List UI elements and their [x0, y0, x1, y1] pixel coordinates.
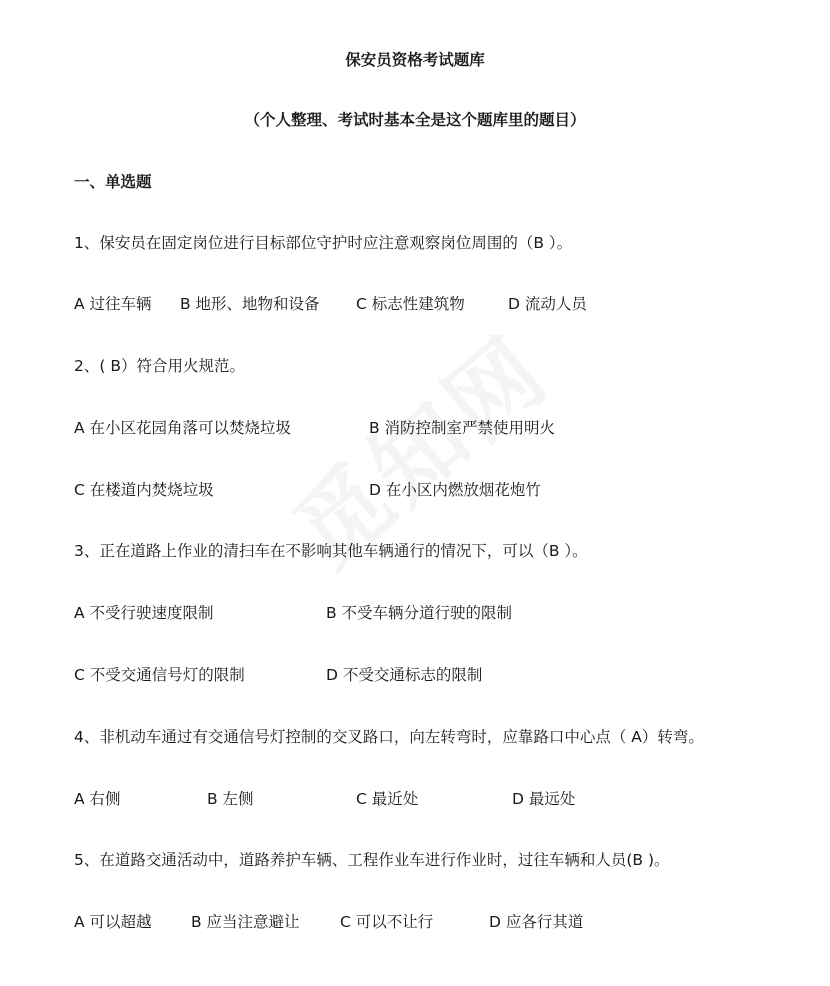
question-4-option-c: C 最近处 [356, 790, 419, 808]
document-subtitle: （个人整理、考试时基本全是这个题库里的题目） [244, 111, 586, 129]
section-heading: 一、单选题 [74, 173, 152, 191]
document-title: 保安员资格考试题库 [345, 51, 485, 69]
question-1-option-b: B 地形、地物和设备 [180, 295, 320, 313]
question-1-option-c: C 标志性建筑物 [356, 295, 465, 313]
question-5-option-c: C 可以不让行 [340, 913, 434, 931]
question-2-option-c: C 在楼道内焚烧垃圾 [74, 481, 214, 499]
question-2-option-a: A 在小区花园角落可以焚烧垃圾 [74, 419, 292, 437]
question-2-option-b: B 消防控制室严禁使用明火 [369, 419, 556, 437]
question-2: 2、( B）符合用火规范。 [74, 357, 245, 375]
question-5: 5、在道路交通活动中，道路养护车辆、工程作业车进行作业时，过往车辆和人员(B )。 [74, 851, 670, 869]
question-5-option-a: A 可以超越 [74, 913, 152, 931]
question-3-option-a: A 不受行驶速度限制 [74, 604, 214, 622]
question-4-option-d: D 最远处 [512, 790, 576, 808]
question-1-option-a: A 过往车辆 [74, 295, 152, 313]
question-4: 4、非机动车通过有交通信号灯控制的交叉路口，向左转弯时，应靠路口中心点（ A）转弯。 [74, 728, 704, 746]
question-1-option-d: D 流动人员 [508, 295, 587, 313]
question-2-option-d: D 在小区内燃放烟花炮竹 [369, 481, 541, 499]
question-3: 3、正在道路上作业的清扫车在不影响其他车辆通行的情况下，可以（B ）。 [74, 542, 588, 560]
question-4-option-a: A 右侧 [74, 790, 121, 808]
question-3-option-c: C 不受交通信号灯的限制 [74, 666, 245, 684]
question-4-option-b: B 左侧 [207, 790, 254, 808]
question-3-option-d: D 不受交通标志的限制 [326, 666, 483, 684]
question-3-option-b: B 不受车辆分道行驶的限制 [326, 604, 513, 622]
question-1: 1、保安员在固定岗位进行目标部位守护时应注意观察岗位周围的（B ）。 [74, 234, 573, 252]
question-5-option-b: B 应当注意避让 [191, 913, 300, 931]
question-5-option-d: D 应各行其道 [489, 913, 584, 931]
